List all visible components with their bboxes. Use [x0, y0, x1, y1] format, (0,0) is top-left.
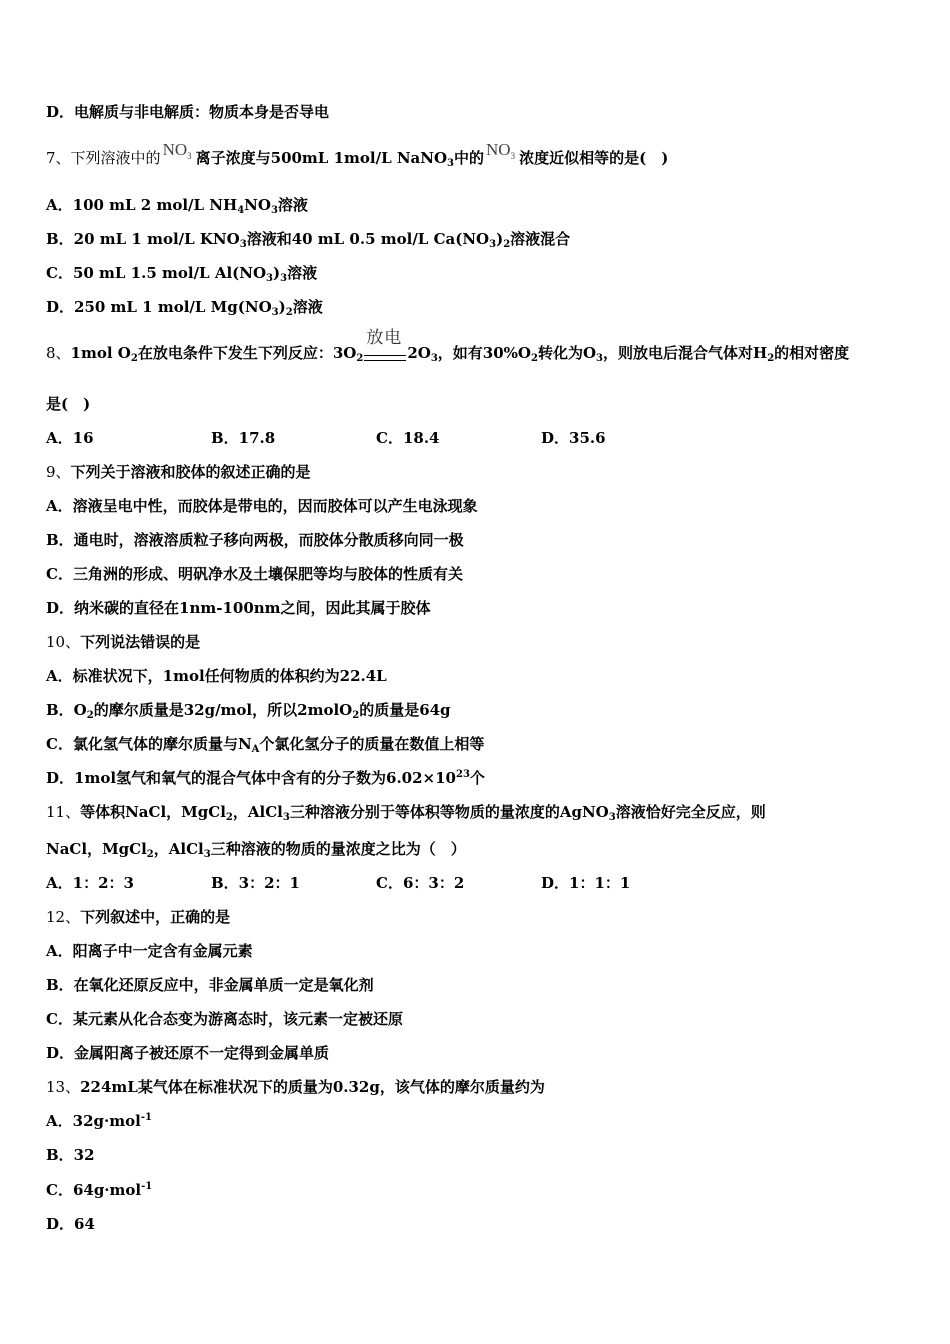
q13-option-d: D．64 — [46, 1215, 95, 1233]
discharge-reaction-arrow: 放电 — [364, 344, 406, 364]
q8-stem-continued: 是( ) — [46, 395, 91, 413]
q8-options — [46, 428, 606, 448]
q10-stem: 10、下列说法错误的是 — [46, 633, 201, 651]
q11-option-b: B．3：2：1 — [211, 874, 300, 892]
q9-option-b: B．通电时，溶液溶质粒子移向两极，而胶体分散质移向同一极 — [46, 531, 464, 549]
q11-option-d: D．1：1：1 — [541, 874, 631, 892]
q8-stem: 8、1mol $O_2$在放电条件下发生下列反应：$3O_2$ 放电 $2O_3$，如有$30\%O_2$转化为$O_3$，则放电后混合气体对$H_2$的相对密度 — [46, 328, 850, 364]
q7-pre: 下列溶液中的 — [70, 149, 161, 167]
q11-stem-continued: NaCl，MgCl$_2$，AlCl$_3$三种溶液的物质的量浓度之比为（ ） — [46, 840, 466, 860]
q9-option-d: D．纳米碳的直径在1nm-100nm之间，因此其属于胶体 — [46, 599, 431, 617]
q12-option-d: D．金属阳离子被还原不一定得到金属单质 — [46, 1044, 330, 1062]
q9-option-a: A．溶液呈电中性，而胶体是带电的，因而胶体可以产生电泳现象 — [46, 497, 478, 515]
q11-option-c: C．6：3：2 — [376, 874, 465, 892]
q12-stem: 12、下列叙述中，正确的是 — [46, 908, 231, 926]
q7-option-b: B．20 mL 1 mol/L $KNO_3$溶液和40 mL 0.5 mol/L $Ca(NO_3)_2$溶液混合 — [46, 230, 571, 250]
q11-stem: 11、等体积NaCl，MgCl$_2$，AlCl$_3$三种溶液分别于等体积等物质的量浓度的AgNO$_3$溶液恰好完全反应，则 — [46, 803, 766, 823]
q10-option-b: B．$O_2$的摩尔质量是32g/mol，所以2molO$_2$的质量是64g — [46, 701, 451, 721]
q13-option-a: A．32g·mol$^{-1}$ — [46, 1112, 152, 1130]
q8-option-a: A．16 — [46, 429, 94, 447]
q12-option-b: B．在氧化还原反应中，非金属单质一定是氧化剂 — [46, 976, 374, 994]
q12-option-a: A．阳离子中一定含有金属元素 — [46, 942, 253, 960]
q7-option-c: C．50 mL 1.5 mol/L $Al(NO_3)_3$溶液 — [46, 264, 318, 284]
no3-ion-formula-2: $NO_3$ — [486, 140, 516, 161]
q8-number: 8、 — [46, 344, 71, 362]
q12-option-c: C．某元素从化合态变为游离态时，该元素一定被还原 — [46, 1010, 403, 1028]
q8-option-c: C．18.4 — [376, 429, 440, 447]
q13-option-c: C．64g·mol$^{-1}$ — [46, 1181, 153, 1199]
q9-stem: 9、下列关于溶液和胶体的叙述正确的是 — [46, 463, 311, 481]
q8-option-d: D．35.6 — [541, 429, 606, 447]
q8-option-b: B．17.8 — [211, 429, 276, 447]
q10-option-c: C．氯化氢气体的摩尔质量与$N_A$个氯化氢分子的质量在数值上相等 — [46, 735, 485, 755]
q11-option-a: A．1：2：3 — [46, 874, 134, 892]
no3-ion-formula: $NO_3$ — [162, 140, 192, 161]
q10-option-a: A．标准状况下，1mol任何物质的体积约为22.4L — [46, 667, 387, 685]
q11-options — [46, 873, 630, 893]
q9-option-c: C．三角洲的形成、明矾净水及土壤保肥等均与胶体的性质有关 — [46, 565, 463, 583]
q13-option-b: B．32 — [46, 1146, 95, 1164]
q7-stem: 7、下列溶液中的 $NO_3$ 离子浓度与500mL 1mol/L NaNO$_3$中的 $NO_3$ 浓度近似相等的是( ) — [46, 140, 669, 169]
q6-option-d: D．电解质与非电解质：物质本身是否导电 — [46, 103, 330, 121]
q7-option-d: D．250 mL 1 mol/L $Mg(NO_3)_2$溶液 — [46, 298, 323, 318]
q7-number: 7、 — [46, 149, 71, 167]
q10-option-d: D．1mol氢气和氧气的混合气体中含有的分子数为$6.02\times 10^{23}$个 — [46, 769, 485, 787]
q7-option-a: A．100 mL 2 mol/L $NH_4NO_3$溶液 — [46, 196, 308, 216]
q13-stem: 13、224mL某气体在标准状况下的质量为0.32g，该气体的摩尔质量约为 — [46, 1078, 545, 1096]
